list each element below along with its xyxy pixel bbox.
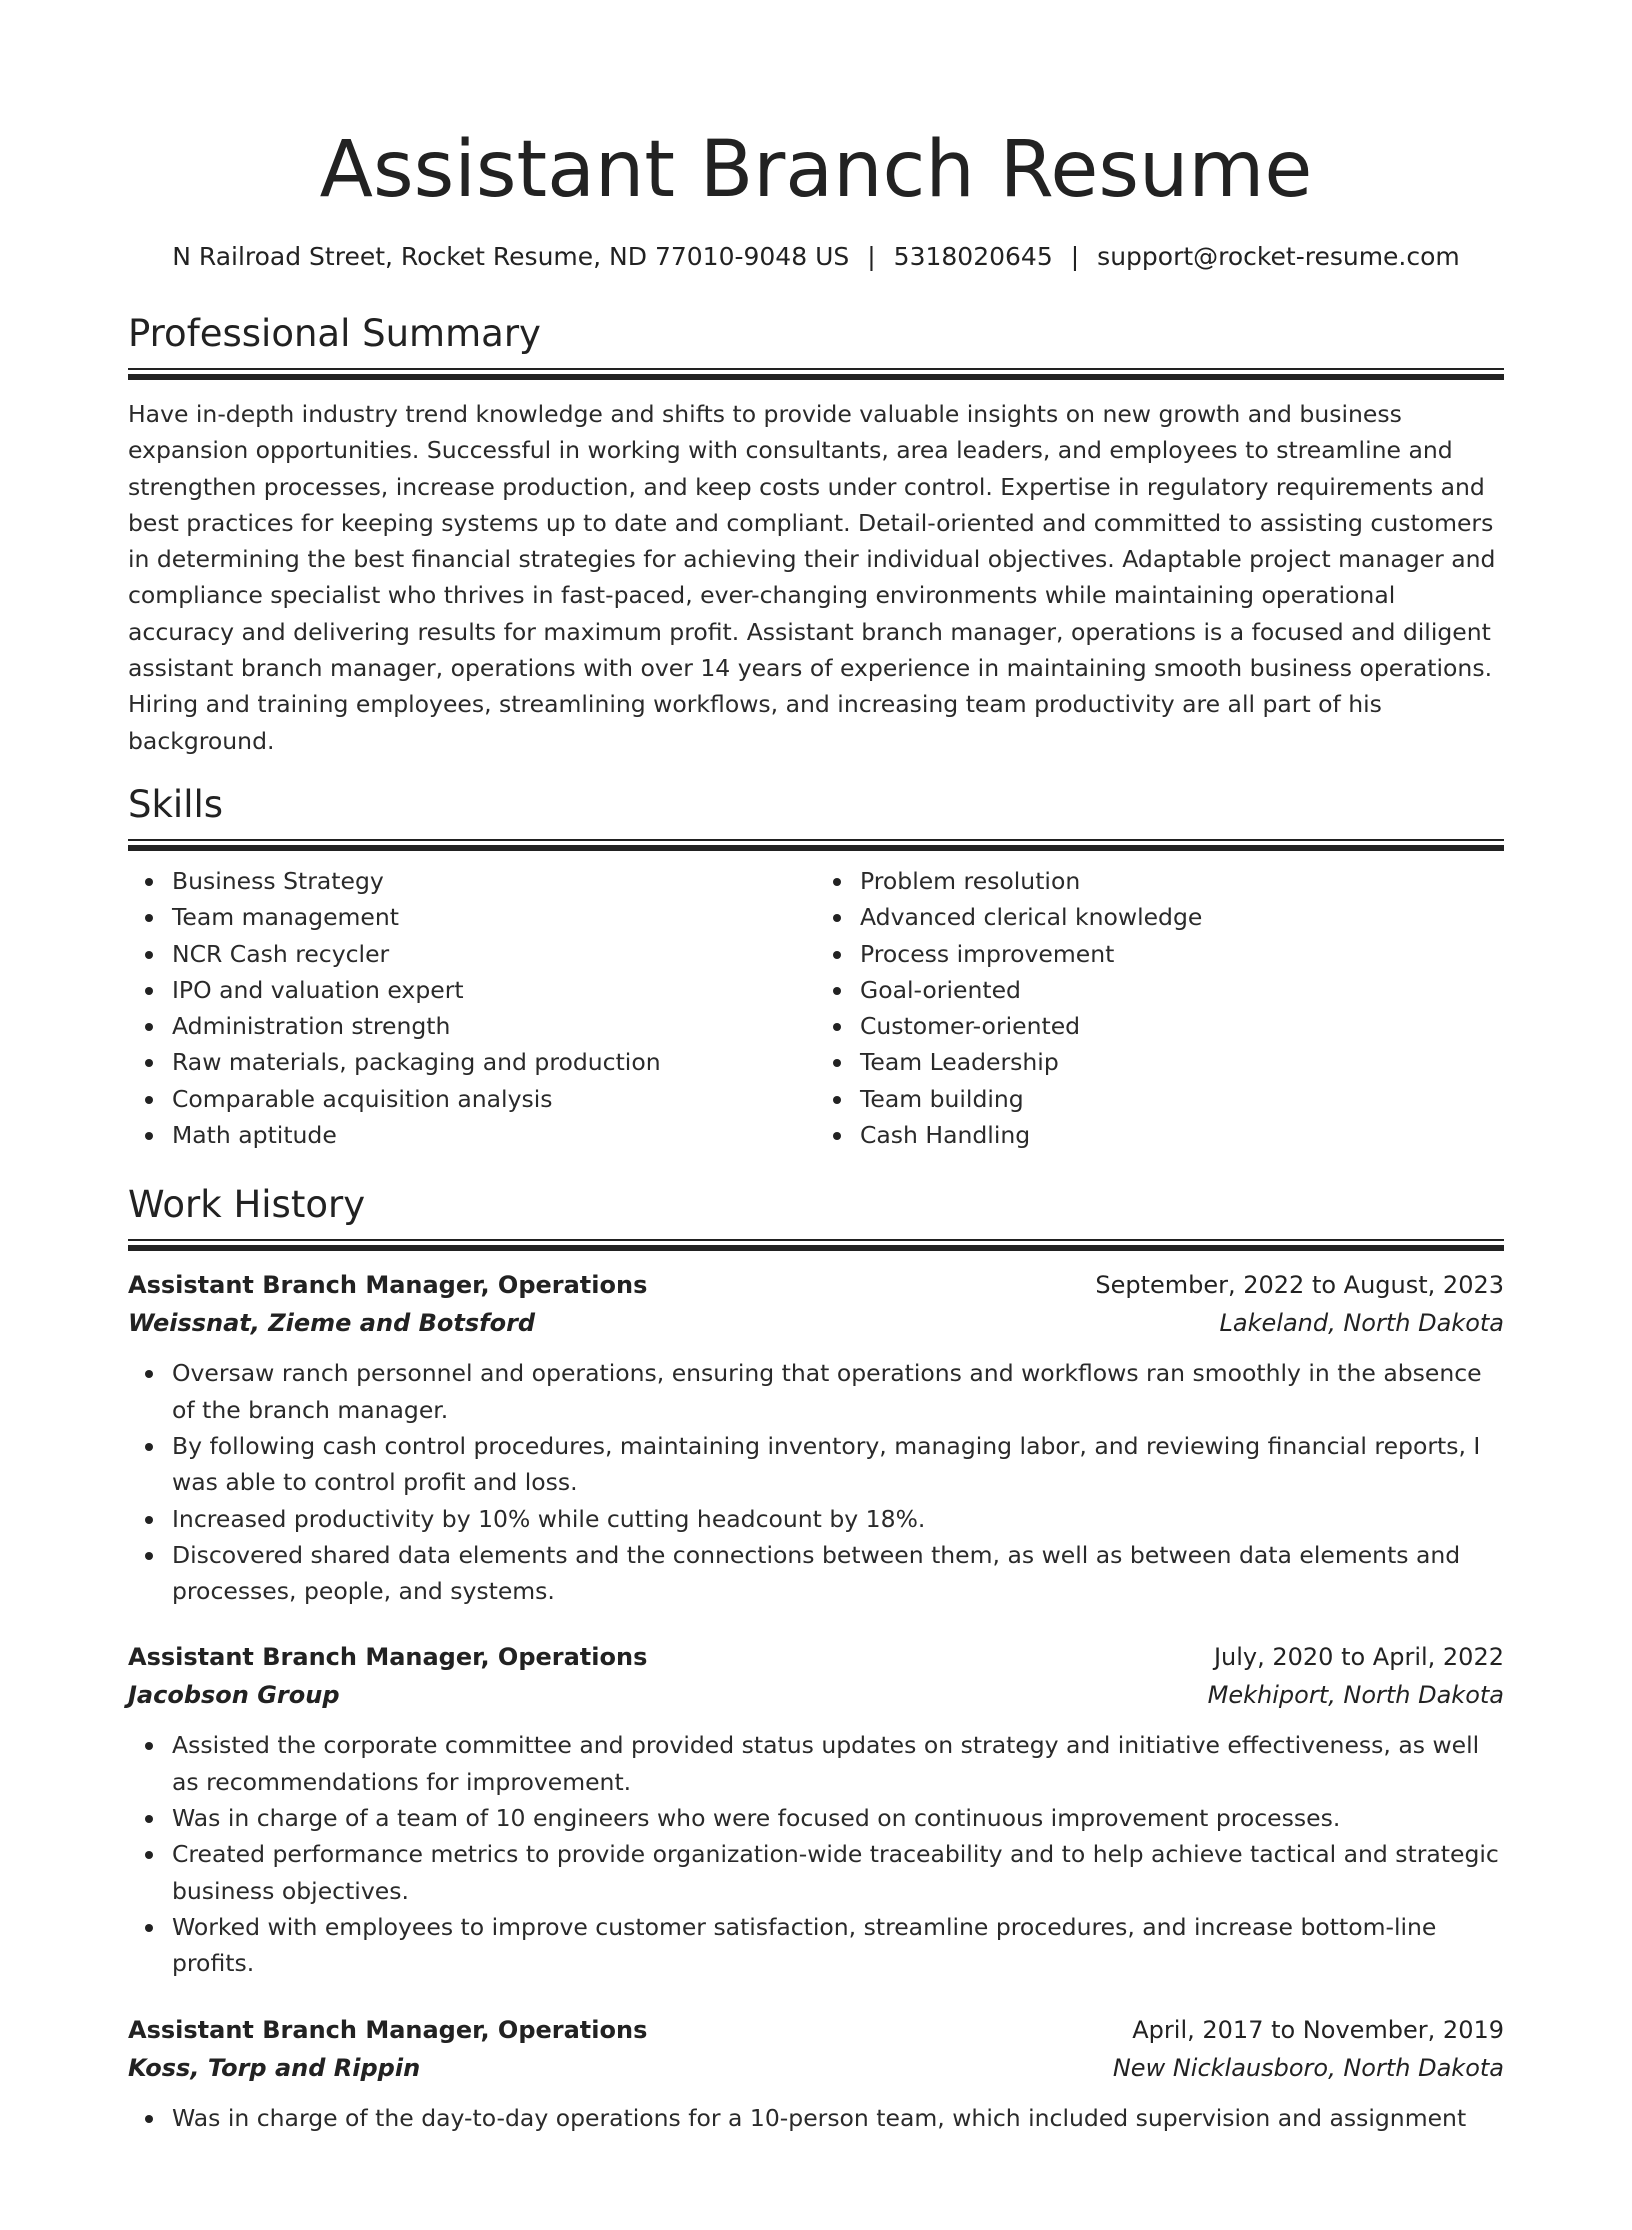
job-header-row bbox=[128, 2012, 1504, 2048]
skills-grid bbox=[128, 863, 1504, 1153]
job-location: Lakeland, North Dakota bbox=[1219, 1309, 1504, 1338]
contact-separator: | bbox=[867, 242, 876, 271]
job-dates: September, 2022 to August, 2023 bbox=[1095, 1271, 1504, 1300]
professional-summary-section bbox=[128, 310, 1504, 759]
skill-item: Goal-oriented bbox=[860, 972, 1504, 1008]
skill-item: Advanced clerical knowledge bbox=[860, 899, 1504, 935]
skills-column-left bbox=[128, 863, 816, 1153]
job-bullets bbox=[128, 2100, 1504, 2136]
job-company: Weissnat, Zieme and Botsford bbox=[128, 1309, 536, 1338]
job-entry bbox=[128, 1639, 1504, 1981]
contact-phone: 5318020645 bbox=[893, 242, 1053, 271]
skill-item: Business Strategy bbox=[172, 863, 816, 899]
job-bullet: Worked with employees to improve customer satisfaction, streamline procedures, and increase bottom-line profits. bbox=[172, 1909, 1504, 1982]
contact-separator: | bbox=[1070, 242, 1080, 271]
job-bullet: By following cash control procedures, maintaining inventory, managing labor, and reviewing financial reports, I was able to control profit and loss. bbox=[172, 1428, 1504, 1501]
resume-page bbox=[0, 118, 1632, 2230]
section-divider bbox=[128, 368, 1504, 378]
summary-text: Have in-depth industry trend knowledge and shifts to provide valuable insights on new growth and business expansion opportunities. Successful in working with consultants, area leaders, and employees to streamline and strengthen processes, increase production, and keep costs under control. Expertise in regulatory requirements and best practices for keeping systems up to date and compliant. Detail-oriented and committed to assisting customers in determining the best financial strategies for achieving their individual objectives. Adaptable project manager and compliance specialist who thrives in fast-paced, ever-changing environments while maintaining operational accuracy and delivering results for maximum profit. Assistant branch manager, operations is a focused and diligent assistant branch manager, operations with over 14 years of experience in maintaining smooth business operations. Hiring and training employees, streamlining workflows, and increasing team productivity are all part of his background. bbox=[128, 400, 1496, 755]
job-entry bbox=[128, 1267, 1504, 1609]
contact-line bbox=[128, 240, 1504, 274]
job-bullets bbox=[128, 1727, 1504, 1981]
skills-column-right bbox=[816, 863, 1504, 1153]
job-location: Mekhiport, North Dakota bbox=[1207, 1681, 1504, 1710]
contact-address: N Railroad Street, Rocket Resume, ND 77010-9048 US bbox=[172, 242, 850, 271]
job-bullet: Discovered shared data elements and the connections between them, as well as between data elements and processes, people, and systems. bbox=[172, 1537, 1504, 1610]
job-company-row bbox=[128, 1675, 1504, 1715]
job-header-row bbox=[128, 1639, 1504, 1675]
skill-item: Problem resolution bbox=[860, 863, 1504, 899]
job-bullet: Oversaw ranch personnel and operations, ensuring that operations and workflows ran smoothly in the absence of the branch manager. bbox=[172, 1355, 1504, 1428]
section-title-summary: Professional Summary bbox=[128, 312, 541, 355]
section-title-skills: Skills bbox=[128, 782, 224, 826]
job-company-row bbox=[128, 2048, 1504, 2088]
job-location: New Nicklausboro, North Dakota bbox=[1112, 2053, 1504, 2082]
section-divider bbox=[128, 839, 1504, 849]
job-header-row bbox=[128, 1267, 1504, 1303]
section-divider bbox=[128, 1239, 1504, 1249]
job-bullets bbox=[128, 1355, 1504, 1609]
job-company: Koss, Torp and Rippin bbox=[128, 2053, 421, 2082]
job-title: Assistant Branch Manager, Operations bbox=[128, 1643, 648, 1672]
skill-item: Math aptitude bbox=[172, 1117, 816, 1153]
skill-item: Team management bbox=[172, 899, 816, 935]
job-title: Assistant Branch Manager, Operations bbox=[128, 2015, 648, 2044]
job-company: Jacobson Group bbox=[128, 1681, 340, 1710]
job-title: Assistant Branch Manager, Operations bbox=[128, 1271, 648, 1300]
skill-item: Team building bbox=[860, 1081, 1504, 1117]
skill-item: Raw materials, packaging and production bbox=[172, 1044, 816, 1080]
job-bullet: Assisted the corporate committee and provided status updates on strategy and initiative effectiveness, as well as recommendations for improvement. bbox=[172, 1727, 1504, 1800]
job-bullet: Was in charge of the day-to-day operations for a 10-person team, which included supervision and assignment bbox=[172, 2100, 1504, 2136]
skills-section bbox=[128, 781, 1504, 1153]
skill-item: Team Leadership bbox=[860, 1044, 1504, 1080]
resume-name: Assistant Branch Resume bbox=[319, 125, 1313, 215]
skill-item: Comparable acquisition analysis bbox=[172, 1081, 816, 1117]
skill-item: Administration strength bbox=[172, 1008, 816, 1044]
skill-item: Process improvement bbox=[860, 936, 1504, 972]
contact-email: support@rocket-resume.com bbox=[1097, 242, 1460, 271]
job-dates: July, 2020 to April, 2022 bbox=[1213, 1643, 1504, 1672]
job-bullet: Increased productivity by 10% while cutting headcount by 18%. bbox=[172, 1501, 1504, 1537]
job-dates: April, 2017 to November, 2019 bbox=[1132, 2015, 1504, 2044]
skill-item: Cash Handling bbox=[860, 1117, 1504, 1153]
skill-item: IPO and valuation expert bbox=[172, 972, 816, 1008]
work-history-section bbox=[128, 1181, 1504, 2135]
section-title-work-history: Work History bbox=[128, 1183, 366, 1227]
job-bullet: Was in charge of a team of 10 engineers who were focused on continuous improvement processes. bbox=[172, 1800, 1504, 1836]
job-company-row bbox=[128, 1303, 1504, 1343]
job-bullet: Created performance metrics to provide organization-wide traceability and to help achieve tactical and strategic business objectives. bbox=[172, 1836, 1504, 1909]
skill-item: Customer-oriented bbox=[860, 1008, 1504, 1044]
job-entry bbox=[128, 2012, 1504, 2136]
skill-item: NCR Cash recycler bbox=[172, 936, 816, 972]
